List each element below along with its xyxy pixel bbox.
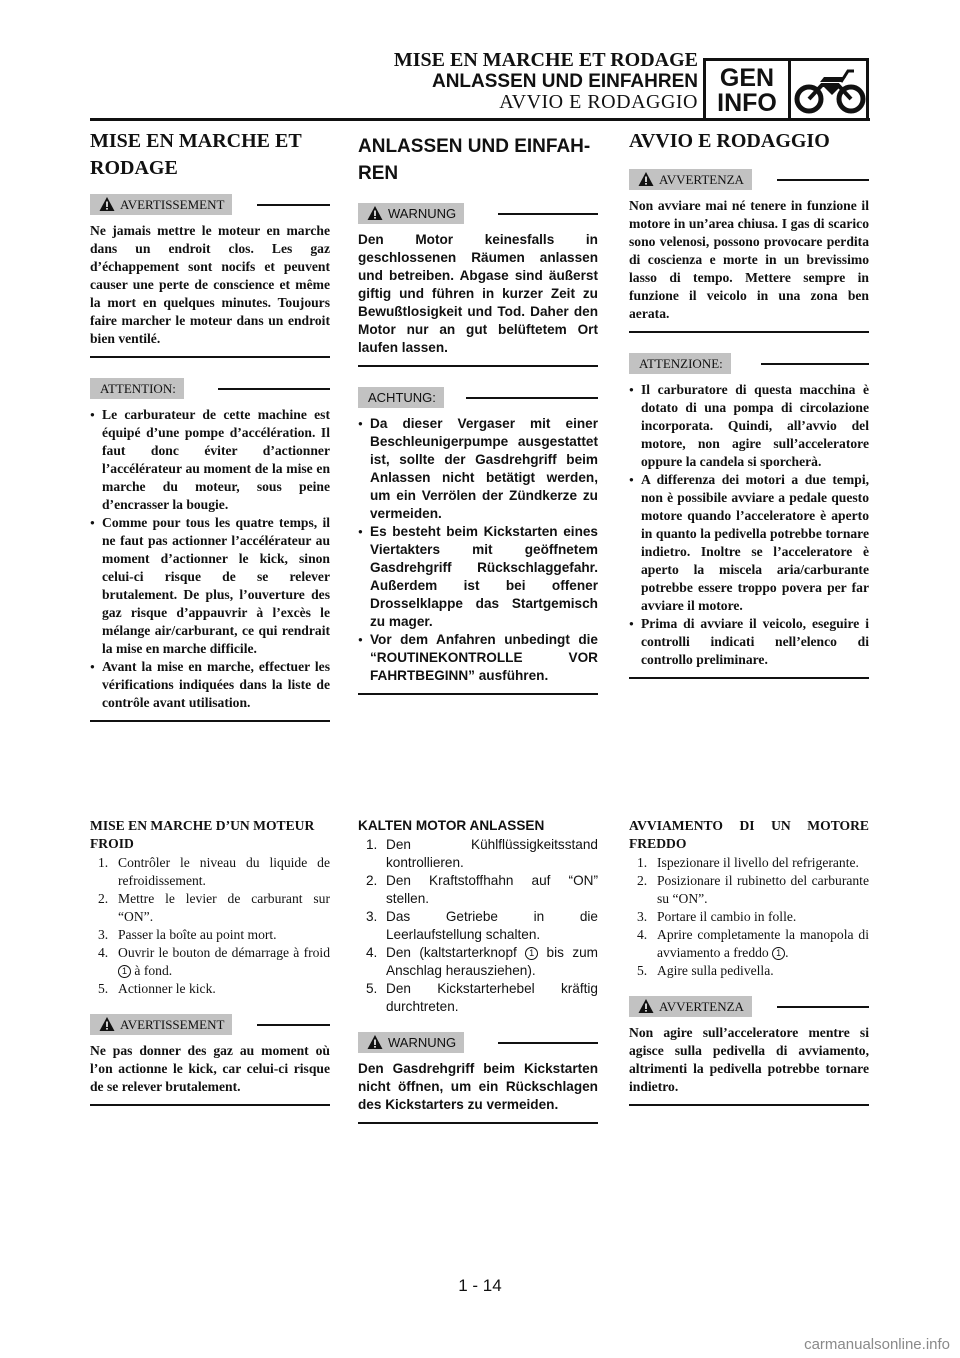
list-item: 3. Das Getriebe in die Leerlaufstellung schalten. bbox=[366, 909, 598, 942]
column-de-top bbox=[358, 133, 598, 715]
watermark: carmanualsonline.info bbox=[804, 1336, 950, 1353]
gen-info-label: GEN INFO bbox=[706, 61, 791, 119]
list-item: 5. Den Kickstarterhebel kräftig durchtreten. bbox=[366, 981, 598, 1014]
warning-triangle-icon bbox=[99, 196, 115, 212]
list-item: 1. Den Kühlflüssigkeitsstand kontrollieren. bbox=[366, 837, 598, 870]
list-item: ● Il carburatore di questa macchina è dotato di una pompa di circolazione incorporata. Quindi, all’avvio del motore, non agire sull’acceleratore oppure la candela si sporcherà. bbox=[629, 381, 869, 471]
column-de-bottom bbox=[358, 817, 598, 1144]
warning-text: Non agire sull’acceleratore mentre si agisce sulla pedivella di avviamento, altrimenti la pedivella potrebbe tornare indietro. bbox=[629, 1025, 869, 1094]
caution-list-fr bbox=[90, 406, 330, 712]
warning-text: Den Gasdrehgriff beim Kickstarten nicht öffnen, um ein Rückschlagen des Kickstarters zu vermeiden. bbox=[358, 1061, 598, 1112]
page-number: 1 - 14 bbox=[458, 1276, 502, 1295]
warning-label: AVERTISSEMENT bbox=[90, 194, 232, 215]
caution-label: ACHTUNG: bbox=[358, 387, 444, 408]
cold-start-heading-it: AVVIAMENTO DI UN MOTORE FREDDO bbox=[629, 818, 869, 851]
list-item: ● Da dieser Vergaser mit einer Beschleunigerpumpe ausgestattet ist, sollte der Gasdrehgriff beim Anlassen nicht betätigt werden, um ein Verrölen der Zündkerze zu vermeiden. bbox=[358, 415, 598, 523]
steps-list-it bbox=[629, 854, 869, 980]
warning-text: Ne jamais mettre le moteur en marche dans un endroit clos. Les gaz d’échappement sont nocifs et peuvent causer une perte de conscience et même la mort en quelques minutes. Toujours faire marcher le moteur dans un endroit bien ventilé. bbox=[90, 223, 330, 346]
warning-label: AVVERTENZA bbox=[629, 996, 752, 1017]
warning-label: WARNUNG bbox=[358, 1032, 464, 1053]
warning-box-fr-2 bbox=[90, 1014, 330, 1106]
warning-triangle-icon bbox=[367, 205, 383, 221]
caution-box-fr bbox=[90, 378, 330, 722]
warning-box-it-2 bbox=[629, 996, 869, 1106]
cold-start-heading-fr: MISE EN MARCHE D’UN MOTEUR FROID bbox=[90, 818, 315, 851]
column-fr-bottom bbox=[90, 817, 330, 1126]
column-it-bottom bbox=[629, 817, 869, 1126]
warning-text: Den Motor keinesfalls in geschlossenen Räumen anlassen und betreiben. Abgase sind äußerst giftig und führen in kurzer Zeit zu Bewußtlosigkeit und Tod. Daher den Motor nur an gut belüftetem Ort laufen lassen. bbox=[358, 232, 598, 355]
column-fr-top bbox=[90, 128, 330, 742]
header-title-de: ANLASSEN UND EINFAHREN bbox=[431, 71, 698, 92]
column-it-top bbox=[629, 128, 869, 699]
callout-number: 1 bbox=[118, 965, 131, 978]
list-item: 3. Portare il cambio in folle. bbox=[637, 909, 797, 924]
list-item: 5. Agire sulla pedivella. bbox=[637, 963, 774, 978]
warning-box-de bbox=[358, 203, 598, 367]
warning-triangle-icon bbox=[367, 1034, 383, 1050]
caution-box-it bbox=[629, 353, 869, 679]
steps-list-fr bbox=[90, 854, 330, 998]
caution-label: ATTENTION: bbox=[90, 378, 184, 399]
dirt-bike-icon bbox=[794, 65, 866, 117]
list-item: 1. Ispezionare il livello del refrigerante. bbox=[637, 855, 859, 870]
header-title-it: AVVIO E RODAGGIO bbox=[499, 91, 698, 113]
warning-text: Non avviare mai né tenere in funzione il motore in un’area chiusa. I gas di scarico sono velenosi, possono provocare perdita di coscienza e morte in un brevissimo lasso di tempo. Mettere sempre in funzione il veicolo in una zona ben aerata. bbox=[629, 198, 869, 321]
section-heading-fr: MISE EN MARCHE ET RODAGE bbox=[90, 130, 302, 179]
header-rule bbox=[90, 118, 870, 121]
header-titles bbox=[394, 50, 698, 113]
section-heading-it: AVVIO E RODAGGIO bbox=[629, 130, 830, 152]
list-item: 4. Aprire completamente la manopola di avviamento a freddo 1 . bbox=[637, 927, 869, 960]
warning-triangle-icon bbox=[99, 1016, 115, 1032]
warning-box-it bbox=[629, 169, 869, 333]
warning-box-fr bbox=[90, 194, 330, 358]
warning-label: AVVERTENZA bbox=[629, 169, 752, 190]
list-item: ● Comme pour tous les quatre temps, il ne faut pas actionner l’accélérateur au moment d’actionner le kick, sinon celui-ci risque de se relever brutalement. De plus, l’ouverture des gaz risque d’appauvrir à l’excès le mélange air/carburant, ce qui rendrait la mise en marche difficile. bbox=[90, 514, 330, 658]
list-item: ● Avant la mise en marche, effectuer les vérifications indiquées dans la liste de contrôle avant utilisation. bbox=[90, 658, 330, 712]
warning-label: AVERTISSEMENT bbox=[90, 1014, 232, 1035]
warning-triangle-icon bbox=[638, 998, 654, 1014]
warning-triangle-icon bbox=[638, 171, 654, 187]
list-item: 2. Den Kraftstoffhahn auf “ON” stellen. bbox=[366, 873, 598, 906]
header-title-fr: MISE EN MARCHE ET RODAGE bbox=[393, 49, 698, 71]
callout-number: 1 bbox=[525, 947, 538, 960]
caution-box-de bbox=[358, 387, 598, 695]
list-item: 4. Ouvrir le bouton de démarrage à froid 1 à fond. bbox=[98, 945, 330, 978]
list-item: ● Vor dem Anfahren unbedingt die “ROUTINEKONTROLLE VOR FAHRTBEGINN” ausführen. bbox=[358, 631, 598, 685]
list-item: 2. Posizionare il rubinetto del carburante su “ON”. bbox=[637, 873, 869, 906]
list-item: ● A differenza dei motori a due tempi, non è possibile avviare a pedale questo motore quando l’acceleratore è aperto in quanto la pedivella potrebbe tornare indietro. Inoltre se l’acceleratore è aperto la miscela aria/carburante potrebbe essere troppo povera per far avviare il motore. bbox=[629, 471, 869, 615]
callout-number: 1 bbox=[772, 947, 785, 960]
list-item: 2. Mettre le levier de carburant sur “ON”. bbox=[98, 891, 330, 924]
list-item: 4. Den (kaltstarterknopf 1 bis zum Anschlag herausziehen). bbox=[366, 945, 598, 978]
list-item: ● Prima di avviare il veicolo, eseguire i controlli indicati nell’elenco di controllo preliminare. bbox=[629, 615, 869, 669]
caution-list-de bbox=[358, 415, 598, 685]
warning-text: Ne pas donner des gaz au moment où l’on actionne le kick, car celui-ci risque de se relever brutalement. bbox=[90, 1043, 330, 1094]
caution-list-it bbox=[629, 381, 869, 669]
section-heading-de: ANLASSEN UND EINFAH- REN bbox=[358, 136, 591, 184]
gen-info-badge bbox=[703, 58, 869, 119]
warning-label: WARNUNG bbox=[358, 203, 464, 224]
caution-label: ATTENZIONE: bbox=[629, 353, 731, 374]
list-item: 3. Passer la boîte au point mort. bbox=[98, 927, 277, 942]
list-item: ● Es besteht beim Kickstarten eines Viertakters mit geöffnetem Gasdrehgriff Rückschlaggefahr. Außerdem ist bei offener Drosselklappe das Startgemisch zu mager. bbox=[358, 523, 598, 631]
list-item: ● Le carburateur de cette machine est équipé d’une pompe d’accélération. Il faut donc éviter d’actionner l’accélérateur au moment de la mise en marche du moteur, sous peine d’encrasser la bougie. bbox=[90, 406, 330, 514]
list-item: 5. Actionner le kick. bbox=[98, 981, 216, 996]
warning-box-de-2 bbox=[358, 1032, 598, 1124]
cold-start-heading-de: KALTEN MOTOR ANLASSEN bbox=[358, 818, 545, 833]
list-item: 1. Contrôler le niveau du liquide de refroidissement. bbox=[98, 855, 330, 888]
steps-list-de bbox=[358, 836, 598, 1016]
